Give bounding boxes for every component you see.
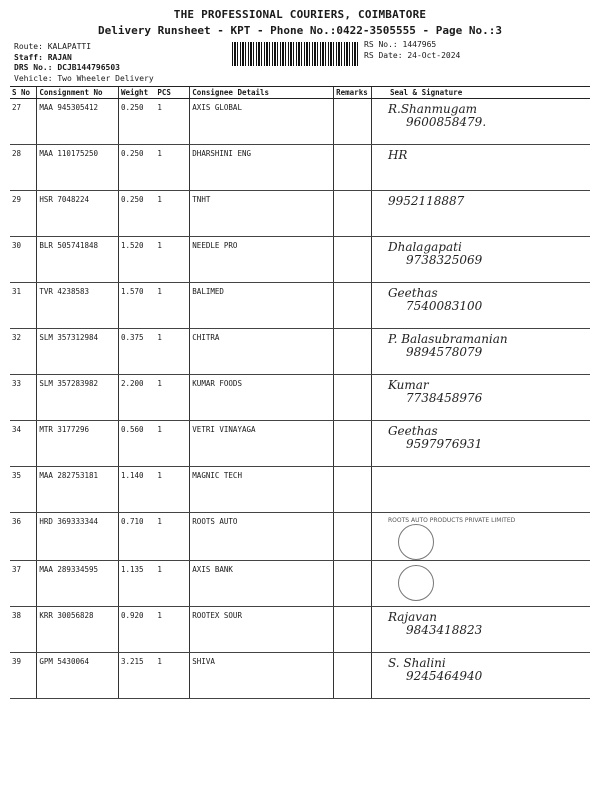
cell-pcs: 1: [155, 99, 189, 145]
signature-phone: 7738458976: [405, 391, 483, 405]
cell-weight: 0.250: [119, 191, 156, 237]
col-signature: Seal & Signature: [371, 87, 590, 99]
cell-signature: [371, 145, 590, 191]
cell-consignee: NEEDLE PRO: [190, 237, 334, 283]
cell-pcs: 1: [155, 237, 189, 283]
document-header: [0, 8, 600, 37]
cell-sno: 39: [10, 653, 37, 699]
cell-signature: [371, 467, 590, 513]
cell-consignment: MTR 3177296: [37, 421, 119, 467]
cell-pcs: 1: [155, 467, 189, 513]
table-row: [10, 607, 590, 653]
cell-signature: [371, 191, 590, 237]
cell-consignee: AXIS BANK: [190, 561, 334, 607]
cell-remarks: [334, 191, 372, 237]
cell-signature: [371, 329, 590, 375]
signature-name: 9952118887: [387, 194, 465, 208]
runsheet-subtitle: Delivery Runsheet - KPT - Phone No.:0422-3505555 - Page No.:3: [98, 24, 502, 37]
cell-signature: [371, 653, 590, 699]
cell-sno: 30: [10, 237, 37, 283]
signature-phone: 9843418823: [405, 623, 483, 637]
cell-pcs: 1: [155, 191, 189, 237]
barcode: [232, 42, 360, 66]
cell-remarks: [334, 561, 372, 607]
cell-remarks: [334, 99, 372, 145]
delivery-table: [10, 86, 590, 699]
cell-weight: 0.710: [119, 513, 156, 561]
cell-sno: 34: [10, 421, 37, 467]
table-row: [10, 467, 590, 513]
rs-number: RS No.: 1447965: [364, 40, 437, 49]
cell-sno: 38: [10, 607, 37, 653]
signature-name: Dhalagapati: [387, 240, 462, 254]
rs-date: RS Date: 24-Oct-2024: [364, 50, 461, 60]
table-row: [10, 237, 590, 283]
vehicle-label: Vehicle: Two Wheeler Delivery: [14, 73, 154, 83]
cell-consignment: BLR 505741848: [37, 237, 119, 283]
cell-consignee: DHARSHINI ENG: [190, 145, 334, 191]
signature-name: Geethas: [387, 286, 438, 300]
table-row: [10, 375, 590, 421]
cell-remarks: [334, 375, 372, 421]
cell-pcs: 1: [155, 329, 189, 375]
signature-name: Rajavan: [387, 610, 437, 624]
cell-pcs: 1: [155, 607, 189, 653]
cell-weight: 2.200: [119, 375, 156, 421]
cell-consignment: TVR 4238583: [37, 283, 119, 329]
cell-consignee: CHITRA: [190, 329, 334, 375]
cell-weight: 1.570: [119, 283, 156, 329]
cell-consignment: GPM 5430064: [37, 653, 119, 699]
cell-weight: 0.250: [119, 99, 156, 145]
table-row: [10, 653, 590, 699]
cell-sno: 31: [10, 283, 37, 329]
table-row: [10, 191, 590, 237]
signature-phone: 9600858479.: [405, 115, 487, 129]
company-title: THE PROFESSIONAL COURIERS, COIMBATORE: [173, 8, 427, 21]
cell-pcs: 1: [155, 513, 189, 561]
signature-phone: 7540083100: [405, 299, 483, 313]
table-row: [10, 513, 590, 561]
cell-weight: 1.135: [119, 561, 156, 607]
staff-label: Staff: RAJAN: [14, 52, 72, 62]
cell-consignee: VETRI VINAYAGA: [190, 421, 334, 467]
col-pcs: PCS: [155, 87, 189, 99]
cell-consignment: SLM 357312984: [37, 329, 119, 375]
col-sno: S No: [10, 87, 37, 99]
cell-weight: 0.250: [119, 145, 156, 191]
signature-name: ROOTS AUTO PRODUCTS PRIVATE LIMITED: [387, 517, 516, 524]
signature-name: Geethas: [387, 424, 438, 438]
company-seal: [398, 524, 434, 560]
cell-remarks: [334, 329, 372, 375]
cell-consignment: MAA 945305412: [37, 99, 119, 145]
cell-consignee: AXIS GLOBAL: [190, 99, 334, 145]
table-row: [10, 99, 590, 145]
cell-signature: [371, 513, 590, 561]
cell-weight: 0.560: [119, 421, 156, 467]
table-row: [10, 329, 590, 375]
cell-remarks: [334, 653, 372, 699]
cell-signature: [371, 237, 590, 283]
cell-remarks: [334, 237, 372, 283]
cell-consignee: SHIVA: [190, 653, 334, 699]
route-label: Route: KALAPATTI: [14, 42, 92, 51]
cell-consignee: TNHT: [190, 191, 334, 237]
cell-sno: 37: [10, 561, 37, 607]
cell-pcs: 1: [155, 375, 189, 421]
cell-consignee: KUMAR FOODS: [190, 375, 334, 421]
cell-pcs: 1: [155, 283, 189, 329]
cell-sno: 36: [10, 513, 37, 561]
cell-consignee: ROOTEX SOUR: [190, 607, 334, 653]
cell-signature: [371, 607, 590, 653]
cell-remarks: [334, 421, 372, 467]
cell-sno: 33: [10, 375, 37, 421]
signature-name: HR: [387, 148, 408, 162]
cell-consignee: ROOTS AUTO: [190, 513, 334, 561]
cell-remarks: [334, 513, 372, 561]
company-seal: [398, 565, 434, 601]
table-row: [10, 421, 590, 467]
signature-phone: 9894578079: [405, 345, 483, 359]
cell-weight: 1.520: [119, 237, 156, 283]
signature-phone: 9738325069: [405, 253, 483, 267]
cell-weight: 1.140: [119, 467, 156, 513]
cell-remarks: [334, 467, 372, 513]
cell-consignment: SLM 357283982: [37, 375, 119, 421]
cell-remarks: [334, 145, 372, 191]
col-remarks: Remarks: [334, 87, 372, 99]
table-row: [10, 145, 590, 191]
cell-pcs: 1: [155, 145, 189, 191]
cell-sno: 29: [10, 191, 37, 237]
cell-signature: [371, 561, 590, 607]
col-weight: Weight: [119, 87, 156, 99]
col-consignee: Consignee Details: [190, 87, 334, 99]
cell-consignment: HRD 369333344: [37, 513, 119, 561]
cell-sno: 32: [10, 329, 37, 375]
signature-name: P. Balasubramanian: [387, 332, 508, 346]
signature-phone: 9245464940: [405, 669, 483, 683]
table-row: [10, 561, 590, 607]
cell-pcs: 1: [155, 561, 189, 607]
cell-weight: 0.920: [119, 607, 156, 653]
cell-consignment: HSR 7048224: [37, 191, 119, 237]
cell-sno: 27: [10, 99, 37, 145]
signature-name: S. Shalini: [387, 656, 446, 670]
cell-consignment: MAA 282753181: [37, 467, 119, 513]
cell-consignment: KRR 30056828: [37, 607, 119, 653]
signature-name: R.Shanmugam: [387, 102, 477, 116]
cell-consignment: MAA 289334595: [37, 561, 119, 607]
runsheet-info: [364, 40, 460, 61]
col-consignment: Consignment No: [37, 87, 119, 99]
route-info: [14, 42, 154, 84]
cell-signature: [371, 375, 590, 421]
drs-number: DRS No.: DCJB144796503: [14, 63, 120, 72]
cell-remarks: [334, 283, 372, 329]
cell-sno: 28: [10, 145, 37, 191]
cell-weight: 3.215: [119, 653, 156, 699]
table-row: [10, 283, 590, 329]
cell-signature: [371, 99, 590, 145]
signature-phone: 9597976931: [405, 437, 483, 451]
cell-remarks: [334, 607, 372, 653]
cell-consignee: BALIMED: [190, 283, 334, 329]
cell-consignment: MAA 110175250: [37, 145, 119, 191]
cell-weight: 0.375: [119, 329, 156, 375]
cell-sno: 35: [10, 467, 37, 513]
cell-pcs: 1: [155, 653, 189, 699]
signature-name: Kumar: [387, 378, 429, 392]
cell-signature: [371, 283, 590, 329]
table-header-row: [10, 87, 590, 99]
cell-signature: [371, 421, 590, 467]
cell-pcs: 1: [155, 421, 189, 467]
cell-consignee: MAGNIC TECH: [190, 467, 334, 513]
